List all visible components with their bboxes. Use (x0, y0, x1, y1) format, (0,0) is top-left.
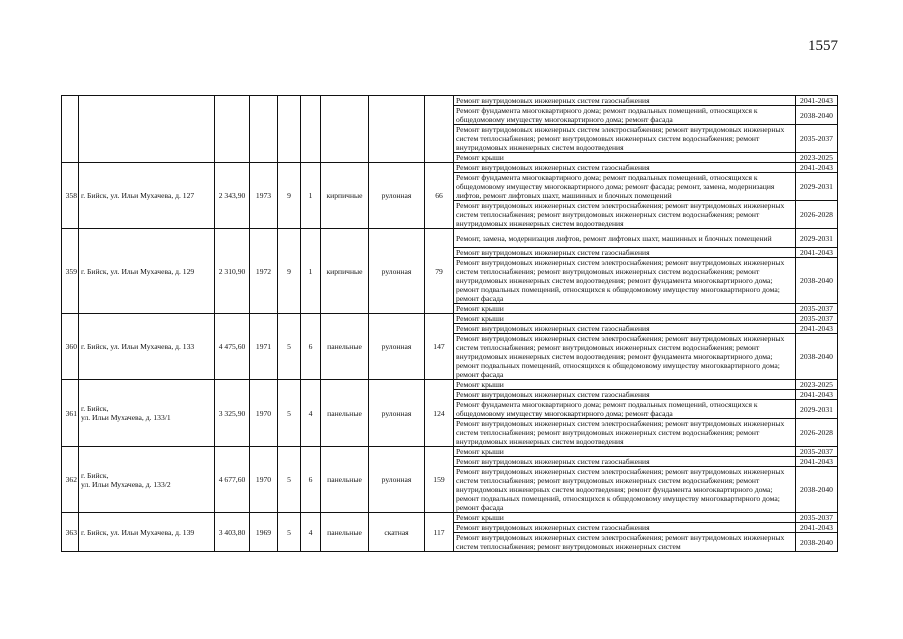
house-number: 362 (62, 447, 79, 513)
work-years: 2035-2037 (796, 125, 838, 153)
repair-schedule-table (61, 95, 838, 552)
house-number: 359 (62, 229, 79, 314)
work-years: 2023-2025 (796, 380, 838, 390)
work-description: Ремонт внутридомовых инженерных систем электроснабжения; ремонт внутридомовых инженерных систем теплоснабжения; ремонт внутридомовых инженерных систем водоснабжения; ремонт внутридомовых инженерных систем водоотведения; ремонт фундамента многоквартирного дома; ремонт подвальных помещений, относящихся к общедомовому имуществу многоквартирного дома; ремонт фасада (454, 334, 796, 380)
work-description: Ремонт внутридомовых инженерных систем газоснабжения (454, 324, 796, 334)
house-entrances: 6 (301, 447, 321, 513)
work-years: 2029-2031 (796, 229, 838, 248)
house-entrances: 4 (301, 513, 321, 552)
work-years: 2038-2040 (796, 106, 838, 125)
house-roof: рулонная (369, 229, 425, 314)
house-area: 2 310,90 (215, 229, 250, 314)
work-years: 2041-2043 (796, 523, 838, 533)
house-apartments: 124 (425, 380, 454, 447)
work-years: 2023-2025 (796, 153, 838, 163)
work-description: Ремонт внутридомовых инженерных систем газоснабжения (454, 163, 796, 173)
work-description: Ремонт крыши (454, 153, 796, 163)
work-description: Ремонт внутридомовых инженерных систем газоснабжения (454, 523, 796, 533)
house-year: 1970 (250, 380, 278, 447)
house-walls: панельные (321, 380, 369, 447)
house-floors: 5 (278, 314, 301, 380)
house-area (215, 96, 250, 163)
work-description: Ремонт, замена, модернизация лифтов, ремонт лифтовых шахт, машинных и блочных помещений (454, 229, 796, 248)
work-years: 2041-2043 (796, 390, 838, 400)
work-years: 2035-2037 (796, 513, 838, 523)
house-apartments: 66 (425, 163, 454, 229)
house-number: 361 (62, 380, 79, 447)
work-description: Ремонт фундамента многоквартирного дома; ремонт подвальных помещений, относящихся к общедомовому имуществу многоквартирного дома; ремонт фасада (454, 400, 796, 419)
house-floors (278, 96, 301, 163)
work-description: Ремонт внутридомовых инженерных систем электроснабжения; ремонт внутридомовых инженерных систем теплоснабжения; ремонт внутридомовых инженерных систем водоснабжения; ремонт внутридомовых инженерных систем водоотведения (454, 125, 796, 153)
work-years: 2029-2031 (796, 173, 838, 201)
house-number: 360 (62, 314, 79, 380)
house-apartments: 159 (425, 447, 454, 513)
work-description: Ремонт фундамента многоквартирного дома; ремонт подвальных помещений, относящихся к общедомовому имуществу многоквартирного дома; ремонт фасада (454, 106, 796, 125)
work-description: Ремонт крыши (454, 314, 796, 324)
house-apartments: 147 (425, 314, 454, 380)
house-entrances: 1 (301, 229, 321, 314)
house-roof: рулонная (369, 380, 425, 447)
house-address: г. Бийск, ул. Ильи Мухачева, д. 133 (79, 314, 215, 380)
work-description: Ремонт крыши (454, 304, 796, 314)
work-description: Ремонт внутридомовых инженерных систем электроснабжения; ремонт внутридомовых инженерных систем теплоснабжения; ремонт внутридомовых инженерных систем водоснабжения; ремонт внутридомовых инженерных систем водоотведения; ремонт фундамента многоквартирного дома; ремонт подвальных помещений, относящихся к общедомовому имуществу многоквартирного дома; ремонт фасада (454, 258, 796, 304)
house-address: г. Бийск, ул. Ильи Мухачева, д. 127 (79, 163, 215, 229)
house-floors: 9 (278, 229, 301, 314)
house-address: г. Бийск, ул. Ильи Мухачева, д. 129 (79, 229, 215, 314)
work-years: 2038-2040 (796, 467, 838, 513)
house-walls: кирпичные (321, 163, 369, 229)
work-years: 2035-2037 (796, 447, 838, 457)
work-description: Ремонт внутридомовых инженерных систем газоснабжения (454, 96, 796, 106)
work-years: 2038-2040 (796, 258, 838, 304)
work-years: 2026-2028 (796, 201, 838, 229)
work-years: 2041-2043 (796, 96, 838, 106)
house-address: г. Бийск, ул. Ильи Мухачева, д. 139 (79, 513, 215, 552)
house-year: 1970 (250, 447, 278, 513)
work-years: 2026-2028 (796, 419, 838, 447)
house-roof: скатная (369, 513, 425, 552)
house-year: 1969 (250, 513, 278, 552)
table-row (62, 229, 838, 248)
house-entrances: 6 (301, 314, 321, 380)
house-roof: рулонная (369, 447, 425, 513)
house-floors: 5 (278, 447, 301, 513)
work-description: Ремонт внутридомовых инженерных систем электроснабжения; ремонт внутридомовых инженерных систем теплоснабжения; ремонт внутридомовых инженерных систем водоснабжения; ремонт внутридомовых инженерных систем водоотведения (454, 201, 796, 229)
house-number: 358 (62, 163, 79, 229)
house-address: г. Бийск, ул. Ильи Мухачева, д. 133/2 (79, 447, 215, 513)
house-address: г. Бийск, ул. Ильи Мухачева, д. 133/1 (79, 380, 215, 447)
work-years: 2029-2031 (796, 400, 838, 419)
work-description: Ремонт фундамента многоквартирного дома; ремонт подвальных помещений, относящихся к общедомовому имуществу многоквартирного дома; ремонт фасада; ремонт, замена, модернизация лифтов, ремонт лифтовых шахт, машинных и блочных помещений (454, 173, 796, 201)
work-description: Ремонт крыши (454, 380, 796, 390)
house-apartments: 117 (425, 513, 454, 552)
work-years: 2041-2043 (796, 163, 838, 173)
work-years: 2041-2043 (796, 324, 838, 334)
work-years: 2038-2040 (796, 533, 838, 552)
house-apartments: 79 (425, 229, 454, 314)
house-number (62, 96, 79, 163)
house-walls: панельные (321, 447, 369, 513)
house-area: 3 403,80 (215, 513, 250, 552)
work-years: 2041-2043 (796, 457, 838, 467)
house-area: 4 677,60 (215, 447, 250, 513)
work-description: Ремонт внутридомовых инженерных систем электроснабжения; ремонт внутридомовых инженерных систем теплоснабжения; ремонт внутридомовых инженерных систем (454, 533, 796, 552)
work-description: Ремонт крыши (454, 513, 796, 523)
house-floors: 5 (278, 380, 301, 447)
house-address (79, 96, 215, 163)
house-year: 1973 (250, 163, 278, 229)
table-body (62, 96, 838, 552)
table-row (62, 447, 838, 457)
work-description: Ремонт внутридомовых инженерных систем электроснабжения; ремонт внутридомовых инженерных систем теплоснабжения; ремонт внутридомовых инженерных систем водоснабжения; ремонт внутридомовых инженерных систем водоотведения; ремонт фундамента многоквартирного дома; ремонт подвальных помещений, относящихся к общедомовому имуществу многоквартирного дома; ремонт фасада (454, 467, 796, 513)
house-entrances (301, 96, 321, 163)
work-description: Ремонт внутридомовых инженерных систем электроснабжения; ремонт внутридомовых инженерных систем теплоснабжения; ремонт внутридомовых инженерных систем водоснабжения; ремонт внутридомовых инженерных систем водоотведения (454, 419, 796, 447)
house-walls (321, 96, 369, 163)
house-floors: 9 (278, 163, 301, 229)
work-description: Ремонт крыши (454, 447, 796, 457)
house-walls: панельные (321, 513, 369, 552)
house-walls: панельные (321, 314, 369, 380)
house-entrances: 1 (301, 163, 321, 229)
house-year: 1972 (250, 229, 278, 314)
work-description: Ремонт внутридомовых инженерных систем газоснабжения (454, 248, 796, 258)
work-years: 2035-2037 (796, 304, 838, 314)
house-roof: рулонная (369, 163, 425, 229)
house-number: 363 (62, 513, 79, 552)
work-description: Ремонт внутридомовых инженерных систем газоснабжения (454, 457, 796, 467)
table-row (62, 380, 838, 390)
work-years: 2041-2043 (796, 248, 838, 258)
house-walls: кирпичные (321, 229, 369, 314)
house-year (250, 96, 278, 163)
table-row (62, 314, 838, 324)
house-floors: 5 (278, 513, 301, 552)
table-row (62, 513, 838, 523)
house-apartments (425, 96, 454, 163)
house-area: 2 343,90 (215, 163, 250, 229)
table-row (62, 96, 838, 106)
house-area: 3 325,90 (215, 380, 250, 447)
page-number: 1557 (808, 38, 838, 54)
work-description: Ремонт внутридомовых инженерных систем газоснабжения (454, 390, 796, 400)
house-year: 1971 (250, 314, 278, 380)
house-roof (369, 96, 425, 163)
house-roof: рулонная (369, 314, 425, 380)
house-entrances: 4 (301, 380, 321, 447)
work-years: 2035-2037 (796, 314, 838, 324)
work-years: 2038-2040 (796, 334, 838, 380)
table-row (62, 163, 838, 173)
house-area: 4 475,60 (215, 314, 250, 380)
